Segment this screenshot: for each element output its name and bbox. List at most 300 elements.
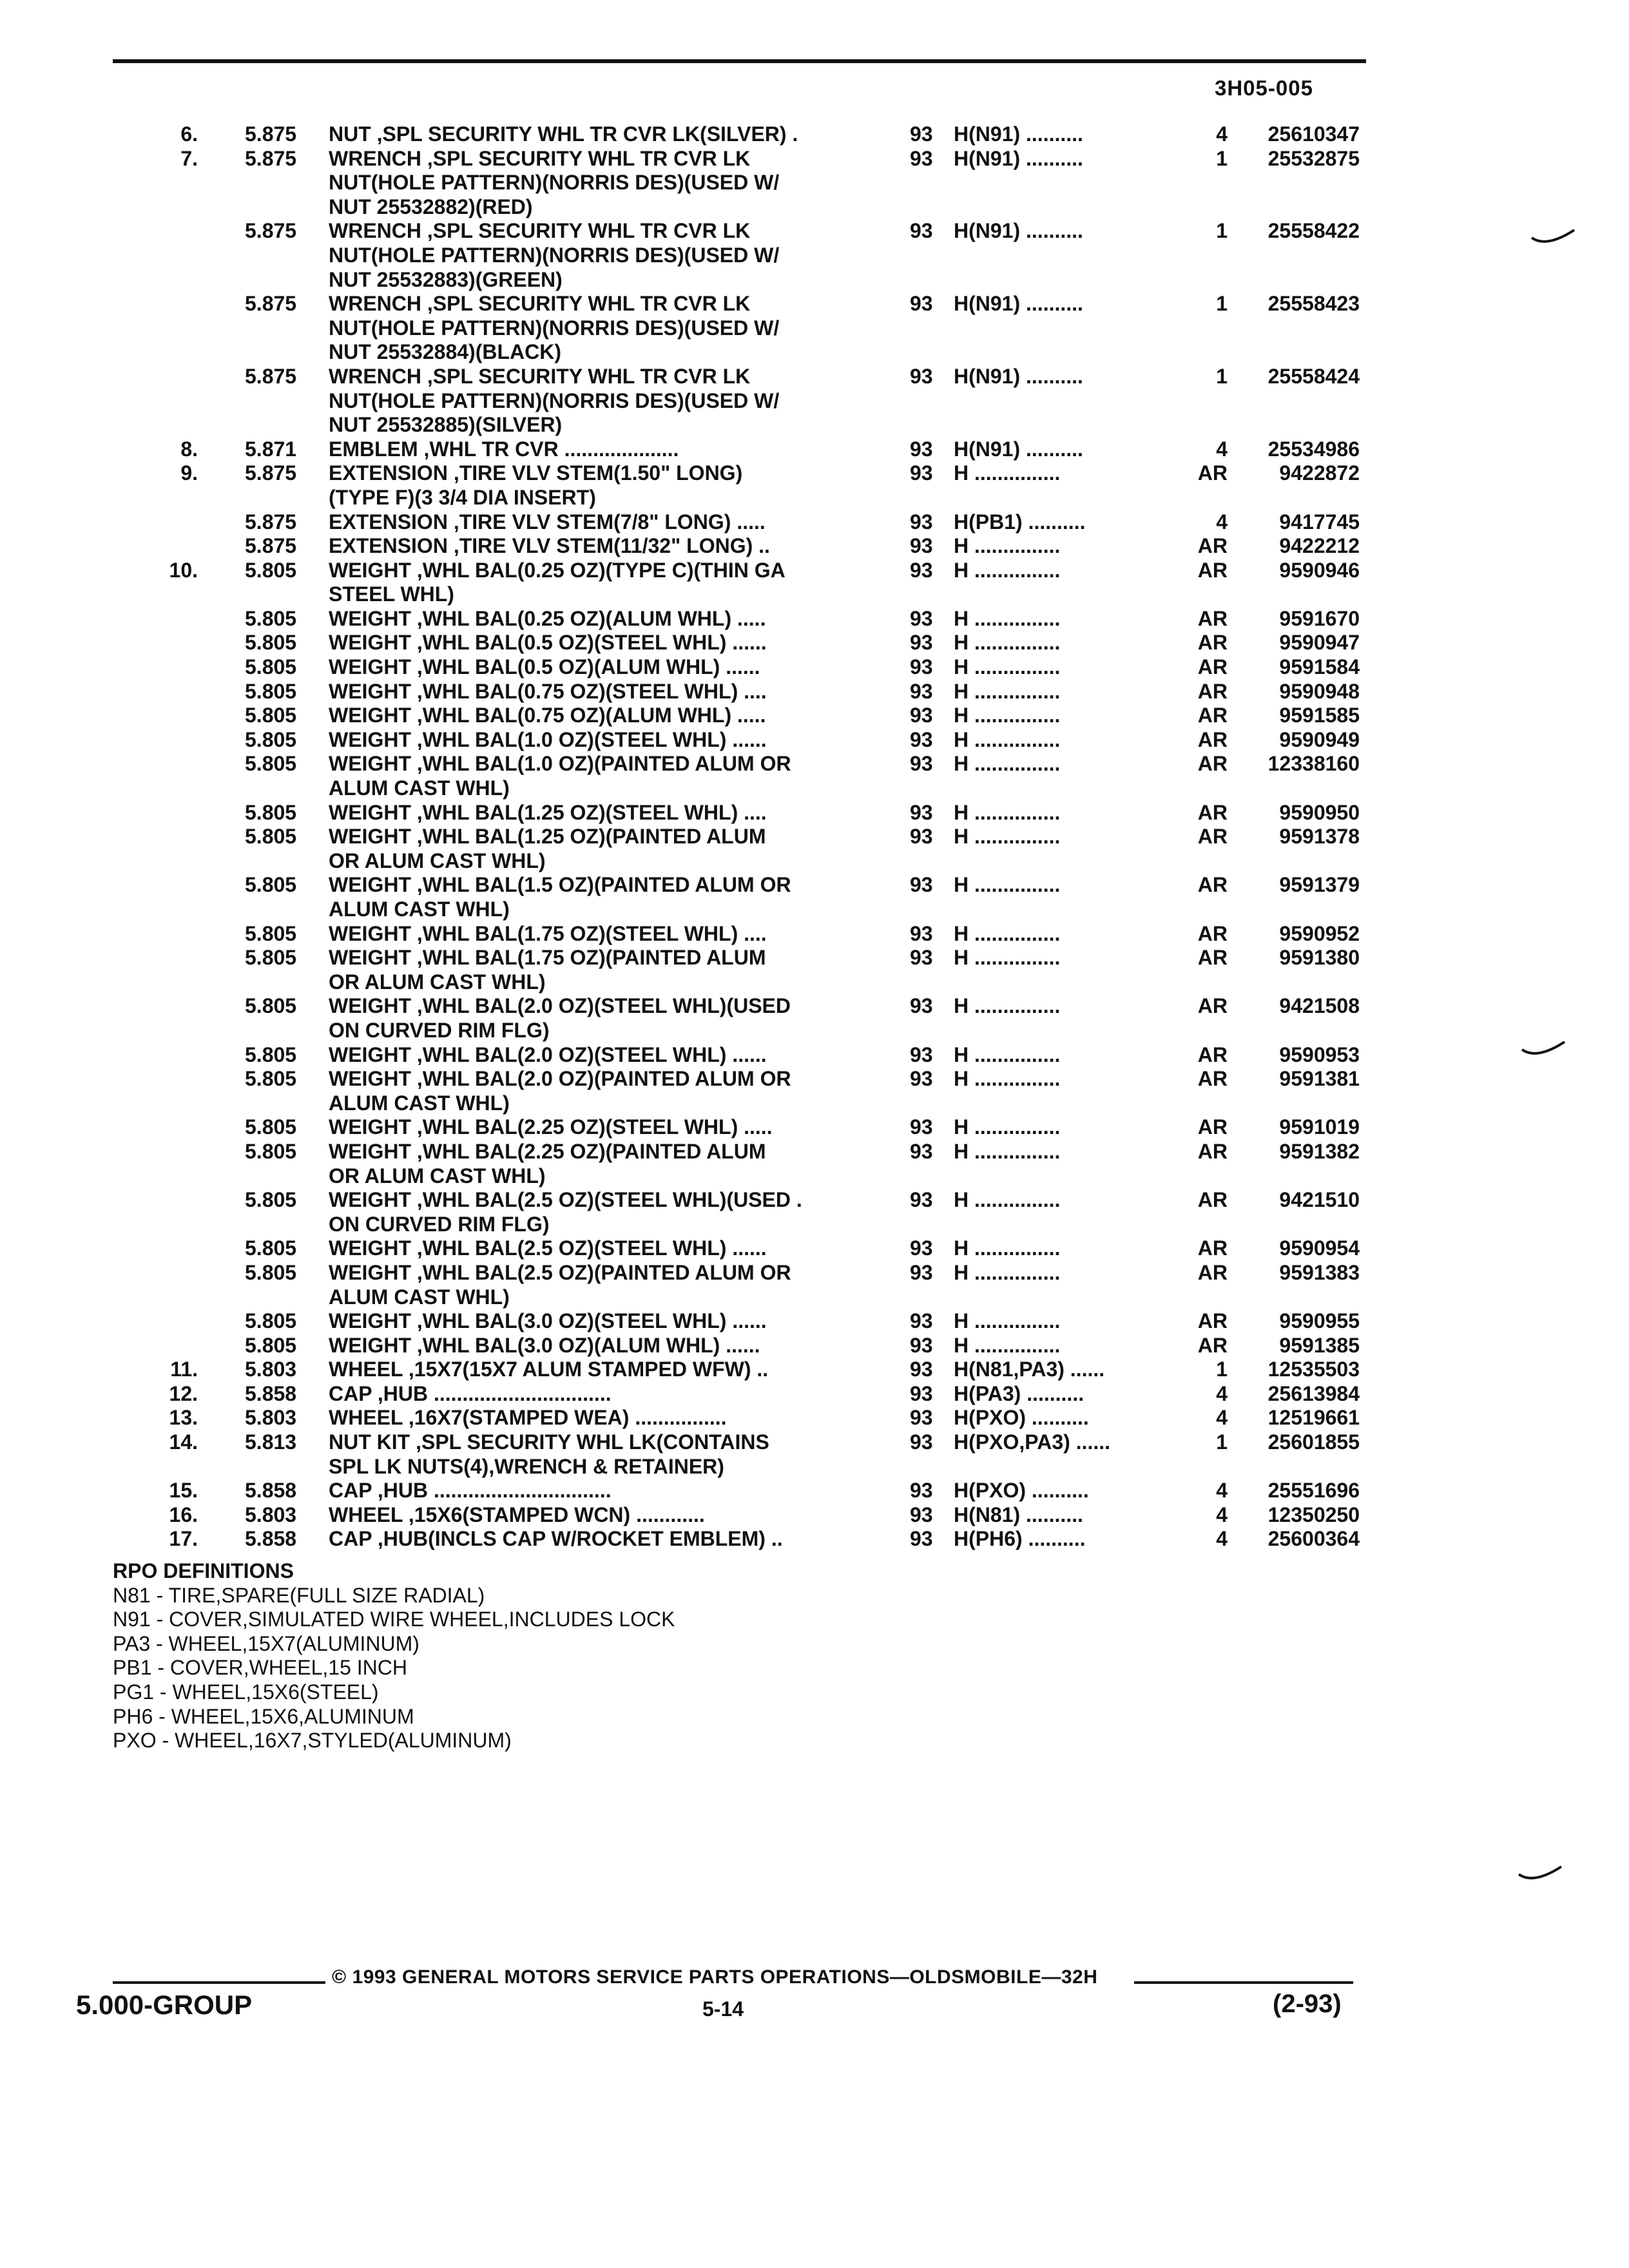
part-number: 9591378: [1279, 825, 1360, 849]
part-detail: ,SPL SECURITY WHL TR CVR LK: [421, 146, 751, 170]
part-description: [329, 1043, 854, 1068]
part-number: 12350250: [1268, 1503, 1360, 1526]
group-number: 5.805: [245, 679, 297, 703]
rpo-code: H(N91) ..........: [954, 122, 1083, 146]
part-name: WEIGHT: [329, 946, 411, 970]
rpo-code: H ...............: [954, 1260, 1061, 1284]
quantity: 1: [1216, 146, 1228, 170]
part-detail: ,WHL BAL(3.0 OZ)(STEEL WHL) ......: [410, 1309, 767, 1333]
model-year: 93: [910, 1381, 933, 1405]
part-detail: NUT 25532885)(SILVER): [329, 413, 563, 437]
part-name: WEIGHT: [329, 1188, 411, 1212]
model-year: 93: [910, 219, 933, 243]
table-row: [0, 1479, 1629, 1503]
table-row: [0, 1213, 1629, 1237]
group-number: 5.875: [245, 510, 297, 533]
table-row: [0, 607, 1629, 631]
part-description: [329, 559, 854, 583]
part-detail: ,WHL BAL(0.5 OZ)(STEEL WHL) ......: [410, 631, 767, 655]
group-number: 5.805: [245, 921, 297, 945]
part-description: [329, 922, 854, 947]
model-year: 93: [910, 146, 933, 170]
table-row: [0, 437, 1629, 462]
quantity: AR: [1197, 631, 1228, 655]
rpo-code: H(PA3) ..........: [954, 1381, 1084, 1405]
group-number: 5.805: [245, 1043, 297, 1066]
part-name: WHEEL: [329, 1358, 403, 1381]
part-description: [329, 873, 854, 898]
part-name: EXTENSION: [329, 534, 448, 558]
model-year: 93: [910, 1527, 933, 1551]
model-year: 93: [910, 1503, 933, 1526]
group-number: 5.875: [245, 534, 297, 558]
part-description: [329, 1164, 854, 1189]
part-description: [329, 898, 854, 922]
part-description: [329, 680, 854, 704]
part-detail: NUT(HOLE PATTERN)(NORRIS DES)(USED W/: [329, 243, 780, 267]
quantity: AR: [1197, 1043, 1228, 1066]
part-detail: ,WHL BAL(0.75 OZ)(STEEL WHL) ....: [410, 679, 767, 703]
quantity: AR: [1197, 534, 1228, 558]
rpo-code: H ...............: [954, 727, 1061, 751]
model-year: 93: [910, 1188, 933, 1212]
date-code: (2-93): [1273, 1990, 1342, 2018]
item-ref-number: 16.: [169, 1503, 198, 1526]
item-ref-number: 9.: [180, 461, 198, 485]
quantity: 4: [1216, 1479, 1228, 1503]
rpo-definition: PG1 - WHEEL,15X6(STEEL): [113, 1680, 379, 1704]
table-row: [0, 1067, 1629, 1091]
part-name: WHEEL: [329, 1503, 403, 1526]
footer-rule-left: [113, 1981, 325, 1984]
check-mark-icon: [1530, 229, 1576, 248]
table-row: [0, 1334, 1629, 1358]
group-number: 5.875: [245, 461, 297, 485]
model-year: 93: [910, 679, 933, 703]
part-number: 9591385: [1279, 1333, 1360, 1357]
part-description: [329, 1067, 854, 1091]
model-year: 93: [910, 921, 933, 945]
model-year: 93: [910, 1309, 933, 1333]
table-row: [0, 461, 1629, 486]
table-row: [0, 1043, 1629, 1068]
part-detail: ,WHL BAL(2.5 OZ)(STEEL WHL)(USED .: [410, 1188, 802, 1212]
quantity: AR: [1197, 825, 1228, 849]
part-number: 25558423: [1268, 292, 1360, 316]
item-ref-number: 11.: [170, 1358, 198, 1381]
group-number: 5.805: [245, 1333, 297, 1357]
table-row: [0, 316, 1629, 341]
group-number: 5.805: [245, 631, 297, 655]
table-row: [0, 1285, 1629, 1310]
group-number: 5.805: [245, 1139, 297, 1163]
part-number: 25532875: [1268, 146, 1360, 170]
part-name: WEIGHT: [329, 825, 411, 849]
part-description: [329, 219, 854, 244]
quantity: AR: [1197, 679, 1228, 703]
table-row: [0, 1527, 1629, 1552]
model-year: 93: [910, 800, 933, 824]
part-number: 12519661: [1268, 1406, 1360, 1430]
rpo-code: H ...............: [954, 704, 1061, 727]
part-description: [329, 1382, 854, 1407]
part-description: [329, 1430, 854, 1455]
part-name: WEIGHT: [329, 1260, 411, 1284]
part-detail: ,WHL BAL(2.5 OZ)(STEEL WHL) ......: [410, 1236, 767, 1260]
table-row: [0, 1188, 1629, 1213]
quantity: AR: [1197, 606, 1228, 630]
part-description: [329, 122, 854, 147]
part-detail: SPL LK NUTS(4),WRENCH & RETAINER): [329, 1454, 724, 1478]
model-year: 93: [910, 1115, 933, 1139]
model-year: 93: [910, 606, 933, 630]
part-detail: ,WHL BAL(1.0 OZ)(PAINTED ALUM OR: [410, 752, 791, 776]
part-number: 9591382: [1279, 1139, 1360, 1163]
part-detail: ,WHL BAL(1.75 OZ)(STEEL WHL) ....: [410, 921, 767, 945]
part-name: WRENCH: [329, 292, 421, 316]
part-name: WEIGHT: [329, 1236, 411, 1260]
part-number: 9591380: [1279, 946, 1360, 970]
table-row: [0, 655, 1629, 680]
part-name: WEIGHT: [329, 1043, 411, 1066]
table-row: [0, 922, 1629, 947]
part-description: [329, 1019, 854, 1043]
part-number: 9591584: [1279, 655, 1360, 679]
rpo-code: H ...............: [954, 558, 1061, 582]
rpo-definitions-title: RPO DEFINITIONS: [113, 1559, 294, 1582]
part-description: [329, 413, 854, 437]
part-detail: ON CURVED RIM FLG): [329, 1018, 550, 1042]
part-description: [329, 1334, 854, 1358]
part-description: [329, 1358, 854, 1382]
part-name: WEIGHT: [329, 1139, 411, 1163]
rpo-code: H ...............: [954, 1067, 1061, 1091]
group-number: 5.803: [245, 1358, 297, 1381]
group-number: 5.805: [245, 946, 297, 970]
part-name: WEIGHT: [329, 1333, 411, 1357]
model-year: 93: [910, 655, 933, 679]
part-name: WEIGHT: [329, 1309, 411, 1333]
part-description: [329, 437, 854, 462]
part-name: CAP: [329, 1527, 372, 1551]
quantity: AR: [1197, 1236, 1228, 1260]
part-number: 25558422: [1268, 219, 1360, 243]
quantity: 1: [1216, 219, 1228, 243]
quantity: 4: [1216, 122, 1228, 146]
table-row: [0, 704, 1629, 728]
part-description: [329, 1527, 854, 1552]
part-description: [329, 171, 854, 195]
part-detail: ,WHL BAL(2.0 OZ)(STEEL WHL) ......: [410, 1043, 767, 1066]
part-detail: ,TIRE VLV STEM(11/32" LONG) ..: [447, 534, 770, 558]
part-description: [329, 849, 854, 874]
rpo-code: H(N91) ..........: [954, 437, 1083, 461]
part-number: 9590947: [1279, 631, 1360, 655]
part-description: [329, 365, 854, 389]
group-number: 5.805: [245, 1236, 297, 1260]
part-detail: ,WHL BAL(1.25 OZ)(STEEL WHL) ....: [410, 800, 767, 824]
table-row: [0, 1382, 1629, 1407]
part-description: [329, 801, 854, 825]
model-year: 93: [910, 1479, 933, 1503]
table-row: [0, 1164, 1629, 1189]
model-year: 93: [910, 946, 933, 970]
group-number: 5.805: [245, 727, 297, 751]
group-number: 5.875: [245, 146, 297, 170]
part-detail: NUT(HOLE PATTERN)(NORRIS DES)(USED W/: [329, 316, 780, 340]
part-detail: OR ALUM CAST WHL): [329, 970, 546, 994]
group-number: 5.805: [245, 800, 297, 824]
part-description: [329, 340, 854, 365]
rpo-code: H(N91) ..........: [954, 219, 1083, 243]
group-number: 5.805: [245, 1067, 297, 1091]
parts-list: [0, 122, 1629, 1552]
part-detail: ON CURVED RIM FLG): [329, 1212, 550, 1236]
table-row: [0, 1261, 1629, 1285]
rpo-code: H ...............: [954, 1188, 1061, 1212]
part-detail: ,WHL BAL(0.25 OZ)(TYPE C)(THIN GA: [410, 558, 786, 582]
part-description: [329, 316, 854, 341]
table-row: [0, 970, 1629, 995]
table-row: [0, 559, 1629, 583]
group-number: 5.805: [245, 873, 297, 897]
group-number: 5.805: [245, 752, 297, 776]
quantity: AR: [1197, 655, 1228, 679]
model-year: 93: [910, 558, 933, 582]
rpo-code: H(N91) ..........: [954, 146, 1083, 170]
rpo-code: H ...............: [954, 461, 1061, 485]
model-year: 93: [910, 994, 933, 1018]
item-ref-number: 7.: [180, 146, 198, 170]
model-year: 93: [910, 631, 933, 655]
rpo-code: H(PXO) ..........: [954, 1479, 1089, 1503]
group-number: 5.875: [245, 122, 297, 146]
table-row: [0, 1503, 1629, 1528]
part-name: WRENCH: [329, 146, 421, 170]
part-detail: ALUM CAST WHL): [329, 1285, 510, 1309]
table-row: [0, 292, 1629, 316]
quantity: 1: [1216, 292, 1228, 316]
part-detail: ,SPL SECURITY WHL LK(CONTAINS: [410, 1430, 769, 1454]
rpo-code: H(N81) ..........: [954, 1503, 1083, 1526]
part-description: [329, 1455, 854, 1479]
part-detail: ,WHL BAL(1.0 OZ)(STEEL WHL) ......: [410, 727, 767, 751]
copyright-notice: © 1993 GENERAL MOTORS SERVICE PARTS OPERATIONS—OLDSMOBILE—32H: [332, 1966, 1098, 1988]
part-description: [329, 461, 854, 486]
part-description: [329, 946, 854, 970]
group-number: 5.805: [245, 1309, 297, 1333]
check-mark-icon: [1518, 1865, 1563, 1885]
rpo-code: H ...............: [954, 1236, 1061, 1260]
model-year: 93: [910, 1236, 933, 1260]
part-description: [329, 147, 854, 171]
part-number: 25551696: [1268, 1479, 1360, 1503]
check-mark-icon: [1521, 1041, 1566, 1060]
part-description: [329, 994, 854, 1019]
part-name: WHEEL: [329, 1406, 403, 1430]
rpo-code: H(PB1) ..........: [954, 510, 1086, 533]
rpo-code: H ...............: [954, 1139, 1061, 1163]
quantity: AR: [1197, 1067, 1228, 1091]
part-detail: ,WHL BAL(3.0 OZ)(ALUM WHL) ......: [410, 1333, 760, 1357]
part-detail: OR ALUM CAST WHL): [329, 1164, 546, 1187]
rpo-code: H ...............: [954, 1309, 1061, 1333]
part-name: WEIGHT: [329, 558, 411, 582]
part-number: 9590952: [1279, 921, 1360, 945]
part-number: 9422872: [1279, 461, 1360, 485]
quantity: AR: [1197, 1139, 1228, 1163]
part-name: NUT: [329, 122, 371, 146]
rpo-code: H ...............: [954, 1043, 1061, 1066]
part-number: 9421510: [1279, 1188, 1360, 1212]
quantity: AR: [1197, 704, 1228, 727]
quantity: AR: [1197, 727, 1228, 751]
part-detail: ,15X7(15X7 ALUM STAMPED WFW) ..: [402, 1358, 769, 1381]
rpo-code: H(PXO,PA3) ......: [954, 1430, 1110, 1454]
part-detail: ,15X6(STAMPED WCN) ............: [402, 1503, 705, 1526]
quantity: AR: [1197, 558, 1228, 582]
table-row: [0, 1358, 1629, 1382]
model-year: 93: [910, 1043, 933, 1066]
quantity: 4: [1216, 1381, 1228, 1405]
part-description: [329, 195, 854, 220]
quantity: AR: [1197, 1333, 1228, 1357]
part-detail: ,HUB ...............................: [371, 1381, 612, 1405]
part-detail: ALUM CAST WHL): [329, 776, 510, 800]
part-detail: (TYPE F)(3 3/4 DIA INSERT): [329, 485, 596, 509]
table-row: [0, 413, 1629, 437]
model-year: 93: [910, 292, 933, 316]
group-number: 5.858: [245, 1381, 297, 1405]
quantity: 1: [1216, 1358, 1228, 1381]
model-year: 93: [910, 461, 933, 485]
part-description: [329, 292, 854, 316]
quantity: AR: [1197, 994, 1228, 1018]
quantity: 4: [1216, 1503, 1228, 1526]
rpo-definition: PB1 - COVER,WHEEL,15 INCH: [113, 1656, 407, 1680]
part-number: 25600364: [1268, 1527, 1360, 1551]
table-row: [0, 1309, 1629, 1334]
part-detail: NUT 25532883)(GREEN): [329, 267, 563, 291]
group-number: 5.805: [245, 606, 297, 630]
part-detail: ,WHL BAL(2.5 OZ)(PAINTED ALUM OR: [410, 1260, 791, 1284]
part-description: [329, 1479, 854, 1503]
quantity: AR: [1197, 946, 1228, 970]
model-year: 93: [910, 1406, 933, 1430]
table-row: [0, 244, 1629, 268]
quantity: AR: [1197, 921, 1228, 945]
model-year: 93: [910, 704, 933, 727]
part-description: [329, 970, 854, 995]
part-description: [329, 776, 854, 801]
rpo-code: H ...............: [954, 679, 1061, 703]
table-row: [0, 365, 1629, 389]
part-number: 25610347: [1268, 122, 1360, 146]
table-row: [0, 680, 1629, 704]
part-number: 25534986: [1268, 437, 1360, 461]
item-ref-number: 15.: [169, 1479, 198, 1503]
rpo-code: H(PH6) ..........: [954, 1527, 1086, 1551]
part-name: WEIGHT: [329, 704, 411, 727]
quantity: AR: [1197, 1115, 1228, 1139]
part-detail: ,SPL SECURITY WHL TR CVR LK: [421, 364, 751, 388]
document-code: 3H05-005: [1215, 76, 1313, 100]
part-name: WEIGHT: [329, 679, 411, 703]
model-year: 93: [910, 1260, 933, 1284]
part-detail: NUT 25532882)(RED): [329, 195, 533, 218]
part-description: [329, 1188, 854, 1213]
table-row: [0, 1236, 1629, 1261]
table-row: [0, 147, 1629, 171]
part-number: 25613984: [1268, 1381, 1360, 1405]
table-row: [0, 486, 1629, 510]
part-name: CAP: [329, 1479, 372, 1503]
part-description: [329, 1091, 854, 1116]
table-row: [0, 1430, 1629, 1455]
quantity: 1: [1216, 1430, 1228, 1454]
quantity: 4: [1216, 1527, 1228, 1551]
table-row: [0, 631, 1629, 655]
group-number: 5.805: [245, 655, 297, 679]
part-detail: ,WHL BAL(0.5 OZ)(ALUM WHL) ......: [410, 655, 760, 679]
part-detail: ,WHL TR CVR ....................: [418, 437, 679, 461]
part-detail: ,WHL BAL(1.25 OZ)(PAINTED ALUM: [410, 825, 766, 849]
quantity: AR: [1197, 800, 1228, 824]
quantity: 4: [1216, 437, 1228, 461]
rpo-code: H ...............: [954, 655, 1061, 679]
rpo-code: H ...............: [954, 631, 1061, 655]
part-detail: NUT(HOLE PATTERN)(NORRIS DES)(USED W/: [329, 389, 780, 412]
table-row: [0, 776, 1629, 801]
group-number: 5.803: [245, 1406, 297, 1430]
part-detail: ,16X7(STAMPED WEA) ................: [402, 1406, 727, 1430]
part-description: [329, 752, 854, 776]
rpo-code: H ...............: [954, 994, 1061, 1018]
rpo-definition: PH6 - WHEEL,15X6,ALUMINUM: [113, 1704, 414, 1728]
part-name: NUT KIT: [329, 1430, 410, 1454]
part-name: EMBLEM: [329, 437, 418, 461]
quantity: AR: [1197, 1309, 1228, 1333]
rpo-code: H(PXO) ..........: [954, 1406, 1089, 1430]
group-number: 5.858: [245, 1527, 297, 1551]
model-year: 93: [910, 510, 933, 533]
model-year: 93: [910, 534, 933, 558]
group-number: 5.805: [245, 1188, 297, 1212]
table-row: [0, 219, 1629, 244]
footer-rule-right: [1134, 1981, 1353, 1984]
part-number: 25558424: [1268, 364, 1360, 388]
group-label: 5.000-GROUP: [76, 1990, 253, 2020]
table-row: [0, 268, 1629, 293]
model-year: 93: [910, 752, 933, 776]
quantity: 4: [1216, 1406, 1228, 1430]
part-description: [329, 704, 854, 728]
group-number: 5.805: [245, 1115, 297, 1139]
item-ref-number: 6.: [180, 122, 198, 146]
model-year: 93: [910, 825, 933, 849]
group-number: 5.871: [245, 437, 297, 461]
part-detail: ALUM CAST WHL): [329, 898, 510, 921]
group-number: 5.805: [245, 558, 297, 582]
table-row: [0, 849, 1629, 874]
group-number: 5.803: [245, 1503, 297, 1526]
model-year: 93: [910, 727, 933, 751]
table-row: [0, 195, 1629, 220]
model-year: 93: [910, 1333, 933, 1357]
part-description: [329, 1406, 854, 1430]
part-name: WRENCH: [329, 219, 421, 243]
group-number: 5.805: [245, 825, 297, 849]
